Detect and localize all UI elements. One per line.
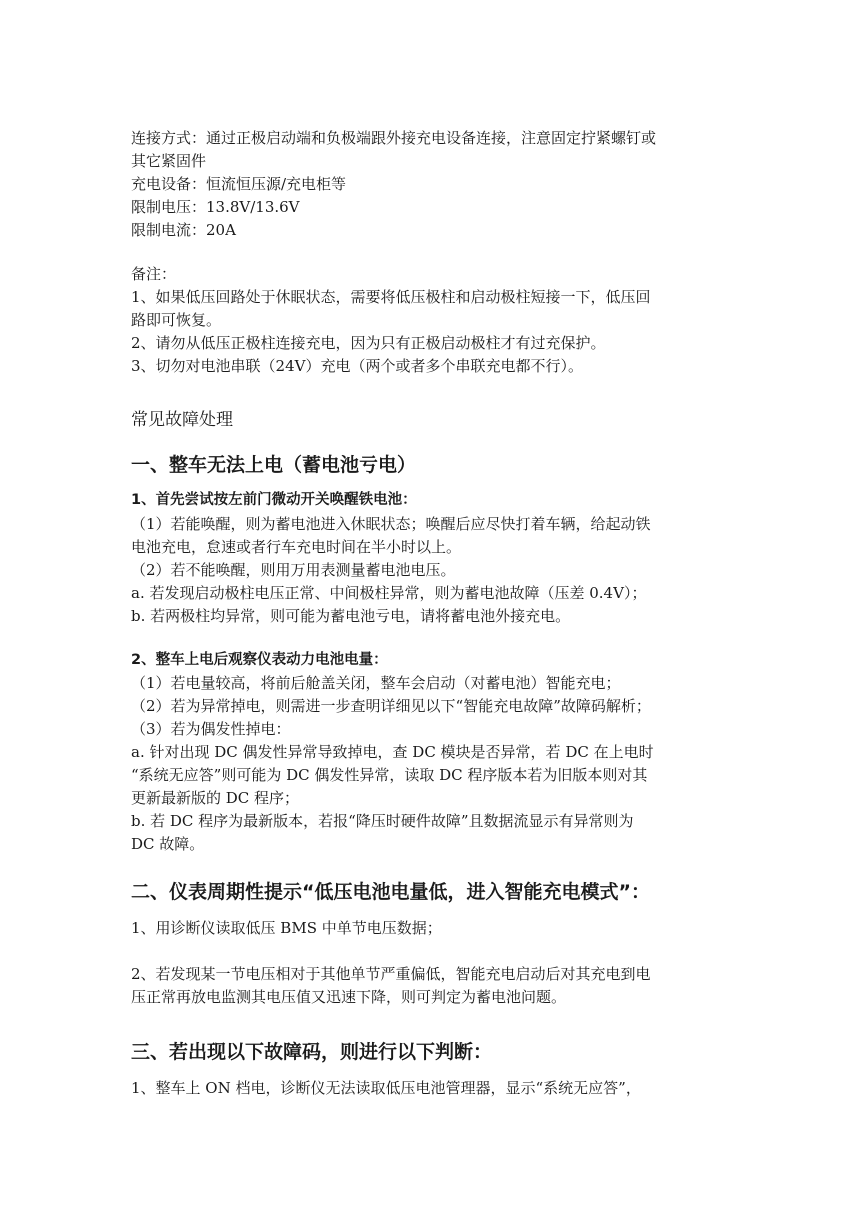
note-1: 1、如果低压回路处于休眠状态，需要将低压极柱和启动极柱短接一下，低压回: [131, 288, 651, 306]
section-1-line: 更新最新版的 DC 程序；: [131, 789, 300, 807]
section-2-line: 压正常再放电监测其电压值又迅速下降，则可判定为蓄电池问题。: [131, 988, 567, 1006]
section-1-line: （2）若不能唤醒，则用万用表测量蓄电池电压。: [131, 561, 456, 579]
section-3-heading: 三、若出现以下故障码，则进行以下判断：: [131, 1041, 493, 1063]
section-1-line: 电池充电，怠速或者行车充电时间在半小时以上。: [131, 538, 462, 556]
section-2-line: 1、用诊断仪读取低压 BMS 中单节电压数据；: [131, 919, 442, 937]
voltage-limit-line: 限制电压：13.8V/13.6V: [131, 198, 300, 216]
note-3: 3、切勿对电池串联（24V）充电（两个或者多个串联充电都不行）。: [131, 357, 583, 375]
section-1-heading: 一、整车无法上电（蓄电池亏电）: [131, 454, 417, 476]
section-1-line: b. 若 DC 程序为最新版本，若报“降压时硬件故障”且数据流显示有异常则为: [131, 812, 634, 830]
section-1-line: a. 若发现启动极柱电压正常、中间极柱异常，则为蓄电池故障（压差 0.4V）；: [131, 584, 647, 602]
connection-method-line-cont: 其它紧固件: [131, 152, 207, 170]
section-1-line: DC 故障。: [131, 835, 205, 853]
section-2-line: 2、若发现某一节电压相对于其他单节严重偏低，智能充电启动后对其充电到电: [131, 965, 651, 983]
charging-device-line: 充电设备：恒流恒压源/充电柜等: [131, 175, 347, 193]
section-2-heading: 二、仪表周期性提示“低压电池电量低，进入智能充电模式”：: [131, 881, 650, 903]
section-1-line: （2）若为异常掉电，则需进一步查明详细见以下“智能充电故障”故障码解析；: [131, 697, 651, 715]
notes-title: 备注：: [131, 265, 177, 283]
section-3-line: 1、整车上 ON 档电，诊断仪无法读取低压电池管理器，显示“系统无应答”，: [131, 1079, 641, 1097]
section-1-line: b. 若两极柱均异常，则可能为蓄电池亏电，请将蓄电池外接充电。: [131, 607, 571, 625]
current-limit-line: 限制电流：20A: [131, 221, 236, 239]
section-1-line: “系统无应答”则可能为 DC 偶发性异常，读取 DC 程序版本若为旧版本则对其: [131, 766, 648, 784]
note-1-cont: 路即可恢复。: [131, 311, 222, 329]
section-1-line: （1）若电量较高，将前后舱盖关闭，整车会启动（对蓄电池）智能充电；: [131, 674, 621, 692]
section-1-sub-2: 2、整车上电后观察仪表动力电池电量：: [131, 652, 388, 668]
connection-method-line: 连接方式：通过正极启动端和负极端跟外接充电设备连接，注意固定拧紧螺钉或: [131, 129, 657, 147]
section-1-line: （3）若为偶发性掉电：: [131, 720, 291, 738]
note-2: 2、请勿从低压正极柱连接充电，因为只有正极启动极柱才有过充保护。: [131, 334, 606, 352]
section-1-sub-1: 1、首先尝试按左前门微动开关唤醒铁电池：: [131, 492, 417, 508]
faults-section-title: 常见故障处理: [131, 410, 233, 430]
section-1-line: a. 针对出现 DC 偶发性异常导致掉电，查 DC 模块是否异常，若 DC 在上电时: [131, 743, 654, 761]
section-1-line: （1）若能唤醒，则为蓄电池进入休眠状态；唤醒后应尽快打着车辆，给起动铁: [131, 515, 651, 533]
